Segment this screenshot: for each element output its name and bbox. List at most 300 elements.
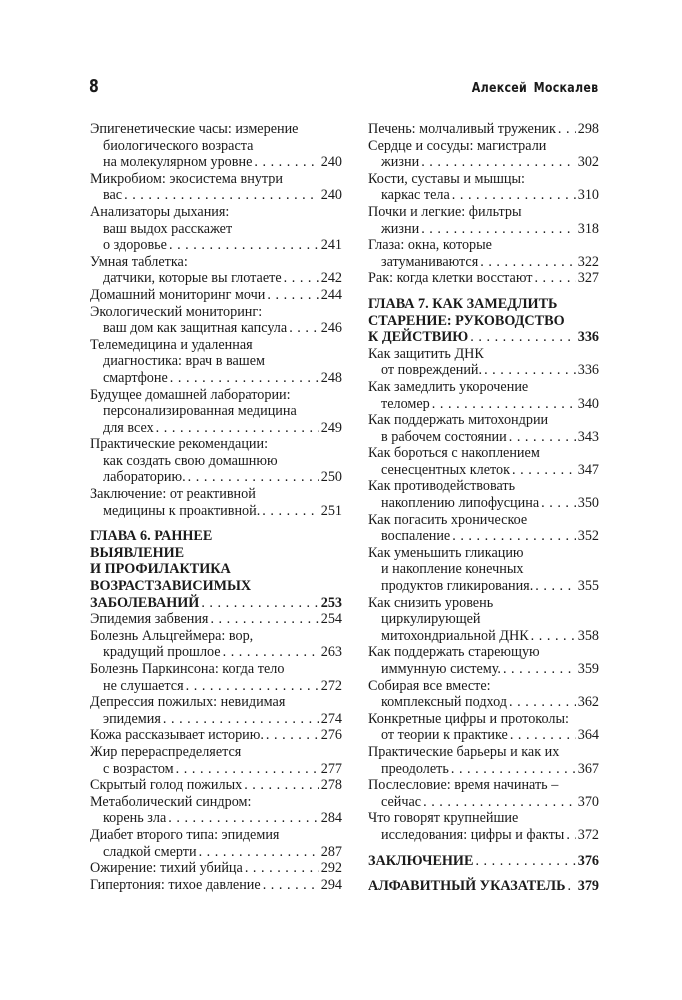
dot-leader [421, 154, 576, 171]
toc-entry [368, 138, 599, 171]
toc-page-number: 240 [320, 187, 342, 204]
toc-page-number: 277 [320, 760, 342, 777]
toc-page-number: 241 [320, 237, 342, 254]
toc-entry-title-line: теломер [381, 395, 430, 412]
toc-entry-title-line: Диабет второго типа: эпидемия [90, 826, 280, 843]
toc-entry-title-line: сладкой смерти [103, 843, 197, 860]
toc-entry-title-line: Как уменьшить гликацию [368, 544, 524, 561]
toc-entry [90, 387, 342, 437]
toc-line [90, 370, 342, 387]
toc-entry-title-line: Как поддержать стареющую [368, 644, 540, 661]
toc-entry-title-line: Болезнь Альцгеймера: вор, [90, 627, 254, 644]
toc-line [368, 254, 599, 271]
dot-leader [210, 611, 318, 628]
toc-entry-title-line: персонализированная медицина [103, 403, 297, 420]
toc-page-number: 284 [320, 810, 342, 827]
toc-entry-title-line: ваш дом как защитная капсула [103, 320, 288, 337]
toc-entry-title-line: Экологический мониторинг: [90, 303, 263, 320]
toc-entry [90, 304, 342, 337]
toc-entry [90, 486, 342, 519]
dot-leader [541, 495, 576, 512]
toc-entry-title-line: Печень: молчаливый труженик [368, 121, 556, 137]
toc-line [90, 611, 342, 628]
toc-line [368, 346, 599, 363]
toc-line [90, 761, 342, 778]
dot-leader [480, 254, 575, 271]
toc-page-number: 298 [577, 121, 599, 137]
toc-entry [90, 611, 342, 628]
toc-line [90, 503, 342, 520]
toc-entry-title-line: АЛФАВИТНЫЙ УКАЗАТЕЛЬ [368, 878, 566, 895]
dot-leader [503, 661, 576, 678]
toc-entry-title-line: Метаболический синдром: [90, 793, 252, 810]
toc-entry-title-line: Глаза: окна, которые [368, 237, 492, 254]
dot-leader [452, 528, 575, 545]
toc-entry-title-line: ВЫЯВЛЕНИЕ [90, 544, 185, 561]
toc-entry-title-line: датчики, которые вы глотаете [103, 270, 282, 287]
toc-entry-title-line: И ПРОФИЛАКТИКА [90, 561, 231, 578]
toc-page-number: 372 [577, 826, 599, 843]
toc-entry-title-line: эпидемия [103, 710, 161, 727]
toc-entry [368, 810, 599, 843]
toc-line [368, 528, 599, 545]
toc-entry [368, 644, 599, 677]
dot-leader [566, 827, 575, 844]
toc-line [90, 711, 342, 728]
toc-line [368, 204, 599, 221]
toc-entry-title-line: Телемедицина и удаленная [90, 336, 253, 353]
toc-line [90, 221, 342, 238]
toc-entry-title-line: исследования: цифры и факты [381, 826, 565, 843]
dot-leader [510, 727, 576, 744]
toc-page-number: 278 [320, 777, 342, 794]
toc-entry-title-line: Как защитить ДНК [368, 345, 484, 362]
dot-leader [534, 270, 575, 287]
toc-line [368, 121, 599, 138]
toc-entry [368, 237, 599, 270]
toc-line [368, 237, 599, 254]
dot-leader [509, 429, 576, 446]
dot-leader [267, 287, 318, 304]
toc-line [90, 694, 342, 711]
toc-page-number: 336 [577, 362, 599, 379]
toc-entry-title-line: Домашний мониторинг мочи [90, 286, 266, 303]
toc-line [368, 853, 599, 870]
toc-entry-title-line: Как поддержать митохондрии [368, 412, 549, 429]
toc-chapter-entry [368, 853, 599, 870]
toc-line [90, 628, 342, 645]
toc-page-number: 370 [577, 793, 599, 810]
toc-entry-title-line: Конкретные цифры и протоколы: [368, 710, 569, 727]
toc-entry-title-line: каркас тела [381, 187, 450, 204]
toc-chapter-entry [368, 878, 599, 895]
toc-page-number: 254 [320, 611, 342, 628]
toc-line [368, 727, 599, 744]
toc-line [90, 204, 342, 221]
toc-entry [90, 777, 342, 794]
toc-entry-title-line: ГЛАВА 7. КАК ЗАМЕДЛИТЬ [368, 295, 558, 312]
toc-line [90, 237, 342, 254]
toc-line [368, 270, 599, 287]
toc-entry-title-line: и накопление конечных [381, 561, 524, 578]
dot-leader [452, 187, 576, 204]
toc-entry-title-line: Эпидемия забвения [90, 611, 209, 628]
dot-leader [244, 777, 319, 794]
toc-page-number: 263 [320, 644, 342, 661]
toc-line [90, 578, 342, 595]
dot-leader [470, 329, 575, 346]
page-number: 8 [89, 76, 99, 97]
dot-leader [263, 877, 319, 894]
toc-line [368, 794, 599, 811]
toc-entry-title-line: Кожа рассказывает историю. [90, 727, 264, 744]
toc-line [368, 810, 599, 827]
toc-entry [368, 270, 599, 287]
toc-page-number: 248 [320, 369, 342, 386]
toc-entry-title-line: Послесловие: время начинать – [368, 777, 559, 794]
toc-page-number: 253 [320, 594, 342, 611]
toc-entry-title-line: с возрастом [103, 760, 174, 777]
toc-entry [368, 678, 599, 711]
toc-entry [368, 171, 599, 204]
toc-entry-title-line: Ожирение: тихий убийца [90, 860, 243, 877]
toc-line [90, 420, 342, 437]
dot-leader [423, 794, 576, 811]
toc-entry-title-line: затуманиваются [381, 253, 479, 270]
toc-line [368, 561, 599, 578]
toc-line [90, 320, 342, 337]
toc-page-number: 352 [577, 528, 599, 545]
dot-leader [535, 578, 575, 595]
toc-entry-title-line: Анализаторы дыхания: [90, 203, 230, 220]
toc-entry-title-line: крадущий прошлое [103, 644, 221, 661]
toc-page-number: 272 [320, 677, 342, 694]
dot-leader [188, 469, 319, 486]
toc-line [368, 154, 599, 171]
dot-leader [262, 503, 318, 520]
toc-line [368, 827, 599, 844]
dot-leader [156, 420, 319, 437]
toc-line [90, 436, 342, 453]
dot-leader [168, 810, 318, 827]
toc-line [368, 661, 599, 678]
toc-entry-title-line: Рак: когда клетки восстают [368, 270, 533, 287]
dot-leader [509, 694, 576, 711]
toc-line [368, 545, 599, 562]
toc-line [90, 528, 342, 545]
toc-entry-title-line: Скрытый голод пожилых [90, 777, 243, 794]
toc-line [368, 329, 599, 346]
toc-line [90, 561, 342, 578]
dot-leader [124, 187, 319, 204]
toc-line [368, 138, 599, 155]
toc-entry-title-line: Как снизить уровень [368, 594, 494, 611]
toc-entry-title-line: корень зла [103, 810, 167, 827]
toc-line [368, 396, 599, 413]
toc-entry-title-line: ваш выдох расскажет [103, 220, 233, 237]
toc-page-number: 350 [577, 495, 599, 512]
dot-leader [186, 678, 319, 695]
dot-leader [289, 320, 319, 337]
toc-entry-title-line: Почки и легкие: фильтры [368, 203, 522, 220]
dot-leader [266, 727, 319, 744]
toc-entry [90, 860, 342, 877]
toc-left-column [90, 121, 342, 893]
toc-line [368, 761, 599, 778]
toc-line [368, 495, 599, 512]
toc-page-number: 364 [577, 727, 599, 744]
toc-entry [368, 777, 599, 810]
toc-chapter-entry [368, 296, 599, 346]
toc-line [368, 462, 599, 479]
toc-entry-title-line: воспаление [381, 528, 451, 545]
toc-entry-title-line: жизни [381, 154, 420, 171]
toc-line [90, 387, 342, 404]
toc-line [90, 187, 342, 204]
dot-leader [421, 221, 576, 238]
toc-entry [90, 727, 342, 744]
toc-entry [90, 337, 342, 387]
toc-line [368, 379, 599, 396]
dot-leader [484, 362, 576, 379]
toc-entry [90, 121, 342, 171]
toc-line [90, 545, 342, 562]
toc-entry-title-line: сейчас [381, 793, 422, 810]
toc-page-number: 379 [577, 878, 599, 895]
toc-entry-title-line: продуктов гликирования. [381, 578, 534, 595]
toc-page-number: 250 [320, 469, 342, 486]
toc-entry-title-line: иммунную систему. [381, 661, 501, 677]
toc-line [368, 171, 599, 188]
toc-page-number: 367 [577, 760, 599, 777]
toc-line [368, 512, 599, 529]
toc-entry [368, 595, 599, 645]
toc-entry-title-line: ЗАБОЛЕВАНИЙ [90, 594, 200, 611]
toc-page-number: 355 [577, 578, 599, 595]
toc-entry [90, 204, 342, 254]
toc-line [90, 138, 342, 155]
toc-entry-title-line: Что говорят крупнейшие [368, 810, 519, 827]
toc-entry [368, 121, 599, 138]
dot-leader [170, 370, 319, 387]
dot-leader [558, 121, 576, 138]
toc-entry-title-line: ЗАКЛЮЧЕНИЕ [368, 852, 474, 869]
toc-page-number: 343 [577, 428, 599, 445]
toc-chapter-entry [90, 528, 342, 611]
toc-page-number: 287 [320, 843, 342, 860]
toc-entry [90, 744, 342, 777]
toc-line [90, 270, 342, 287]
toc-line [90, 304, 342, 321]
toc-entry [90, 661, 342, 694]
toc-entry-title-line: Как противодействовать [368, 478, 516, 495]
toc-line [368, 362, 599, 379]
toc-entry-title-line: не слушается [103, 677, 184, 694]
toc-line [368, 429, 599, 446]
toc-entry-title-line: Депрессия пожилых: невидимая [90, 694, 286, 711]
dot-leader [531, 628, 576, 645]
toc-line [368, 744, 599, 761]
toc-line [90, 453, 342, 470]
toc-line [90, 810, 342, 827]
toc-entry-title-line: циркулирующей [381, 611, 481, 628]
toc-entry-title-line: Практические рекомендации: [90, 436, 269, 453]
toc-entry [90, 827, 342, 860]
toc-entry-title-line: К ДЕЙСТВИЮ [368, 329, 469, 346]
toc-line [368, 578, 599, 595]
toc-page-number: 359 [577, 661, 599, 677]
toc-line [90, 777, 342, 794]
toc-line [368, 187, 599, 204]
toc-entry-title-line: Как погасить хроническое [368, 511, 528, 528]
toc-line [90, 860, 342, 877]
toc-line [368, 313, 599, 330]
toc-line [368, 628, 599, 645]
toc-entry-title-line: Практические барьеры и как их [368, 743, 560, 760]
dot-leader [512, 462, 576, 479]
toc-entry [368, 204, 599, 237]
toc-entry-title-line: комплексный подход [381, 694, 507, 711]
toc-entry-title-line: Сердце и сосуды: магистрали [368, 137, 547, 154]
toc-page-number: 246 [320, 320, 342, 337]
toc-entry-title-line: о здоровье [103, 237, 167, 254]
toc-entry-title-line: Микробиом: экосистема внутри [90, 170, 283, 187]
toc-line [90, 337, 342, 354]
toc-entry-title-line: как создать свою домашнюю [103, 452, 278, 469]
toc-entry [90, 436, 342, 486]
toc-page-number: 347 [577, 461, 599, 478]
toc-entry [368, 412, 599, 445]
toc-page-number: 318 [577, 220, 599, 237]
toc-page-number: 294 [320, 876, 342, 893]
toc-entry-title-line: от повреждений. [381, 362, 483, 379]
toc-entry-title-line: Собирая все вместе: [368, 677, 491, 694]
toc-line [90, 678, 342, 695]
toc-entry-title-line: Эпигенетические часы: измерение [90, 121, 299, 137]
toc-line [368, 644, 599, 661]
toc-line [368, 445, 599, 462]
running-header-author: Алексей Москалев [471, 80, 598, 96]
toc-line [90, 486, 342, 503]
toc-line [368, 296, 599, 313]
toc-line [368, 711, 599, 728]
dot-leader [245, 860, 319, 877]
toc-entry [368, 346, 599, 379]
toc-line [368, 694, 599, 711]
toc-entry [90, 794, 342, 827]
toc-entry-title-line: преодолеть [381, 760, 449, 777]
toc-line [368, 611, 599, 628]
toc-line [368, 221, 599, 238]
toc-entry-title-line: лабораторию. [103, 469, 186, 486]
toc-entry-title-line: сенесцентных клеток [381, 461, 511, 478]
dot-leader [199, 844, 319, 861]
toc-entry [368, 545, 599, 595]
toc-entry [90, 877, 342, 894]
toc-entry [90, 171, 342, 204]
toc-page-number: 292 [320, 860, 342, 877]
toc-entry-title-line: вас [103, 187, 123, 204]
dot-leader [163, 711, 319, 728]
toc-page-number: 310 [577, 187, 599, 204]
dot-leader [284, 270, 319, 287]
toc-entry-title-line: для всех [103, 419, 154, 436]
toc-page-number: 274 [320, 710, 342, 727]
toc-entry [368, 512, 599, 545]
toc-page-number: 302 [577, 154, 599, 171]
toc-entry-title-line: митохондриальной ДНК [381, 627, 529, 644]
toc-line [90, 844, 342, 861]
toc-line [90, 644, 342, 661]
toc-entry-title-line: Жир перераспределяется [90, 743, 242, 760]
toc-page-number: 376 [577, 852, 599, 869]
toc-entry [90, 694, 342, 727]
toc-entry [368, 445, 599, 478]
toc-line [368, 412, 599, 429]
toc-line [90, 403, 342, 420]
toc-entry-title-line: от теории к практике [381, 727, 508, 744]
toc-line [90, 877, 342, 894]
toc-line [90, 254, 342, 271]
toc-line [90, 595, 342, 612]
toc-page-number: 240 [320, 154, 342, 171]
toc-entry [90, 287, 342, 304]
dot-leader [567, 878, 575, 895]
toc-entry-title-line: жизни [381, 220, 420, 237]
toc-page-number: 322 [577, 253, 599, 270]
toc-entry [368, 478, 599, 511]
toc-entry-title-line: Болезнь Паркинсона: когда тело [90, 661, 285, 677]
toc-entry-title-line: Заключение: от реактивной [90, 486, 256, 503]
dot-leader [254, 154, 318, 171]
toc-line [368, 478, 599, 495]
toc-page-number: 327 [577, 270, 599, 287]
dot-leader [169, 237, 319, 254]
toc-entry-title-line: Гипертония: тихое давление [90, 876, 261, 893]
toc-page-number: 276 [320, 727, 342, 744]
toc-line [90, 353, 342, 370]
toc-line [90, 827, 342, 844]
toc-line [368, 595, 599, 612]
toc-entry-title-line: Как замедлить укорочение [368, 378, 529, 395]
toc-line [90, 794, 342, 811]
toc-page-number: 249 [320, 419, 342, 436]
toc-entry-title-line: на молекулярном уровне [103, 154, 253, 171]
toc-entry-title-line: накоплению липофусцина [381, 495, 540, 512]
toc-entry-title-line: ГЛАВА 6. РАННЕЕ [90, 528, 213, 545]
toc-entry-title-line: в рабочем состоянии [381, 428, 507, 445]
toc-page-number: 340 [577, 395, 599, 412]
toc-line [90, 727, 342, 744]
toc-line [368, 878, 599, 895]
toc-line [90, 171, 342, 188]
dot-leader [475, 853, 575, 870]
toc-entry-title-line: Кости, суставы и мышцы: [368, 170, 525, 187]
toc-page-number: 251 [320, 502, 342, 519]
dot-leader [451, 761, 576, 778]
toc-entry [90, 628, 342, 661]
toc-entry-title-line: смартфоне [103, 369, 168, 386]
toc-page-number: 244 [320, 286, 342, 303]
dot-leader [176, 761, 319, 778]
dot-leader [223, 644, 319, 661]
toc-right-column [368, 121, 599, 895]
toc-line [90, 121, 342, 138]
toc-page-number: 362 [577, 694, 599, 711]
toc-line [368, 678, 599, 695]
toc-line [90, 287, 342, 304]
toc-page-number: 242 [320, 270, 342, 287]
